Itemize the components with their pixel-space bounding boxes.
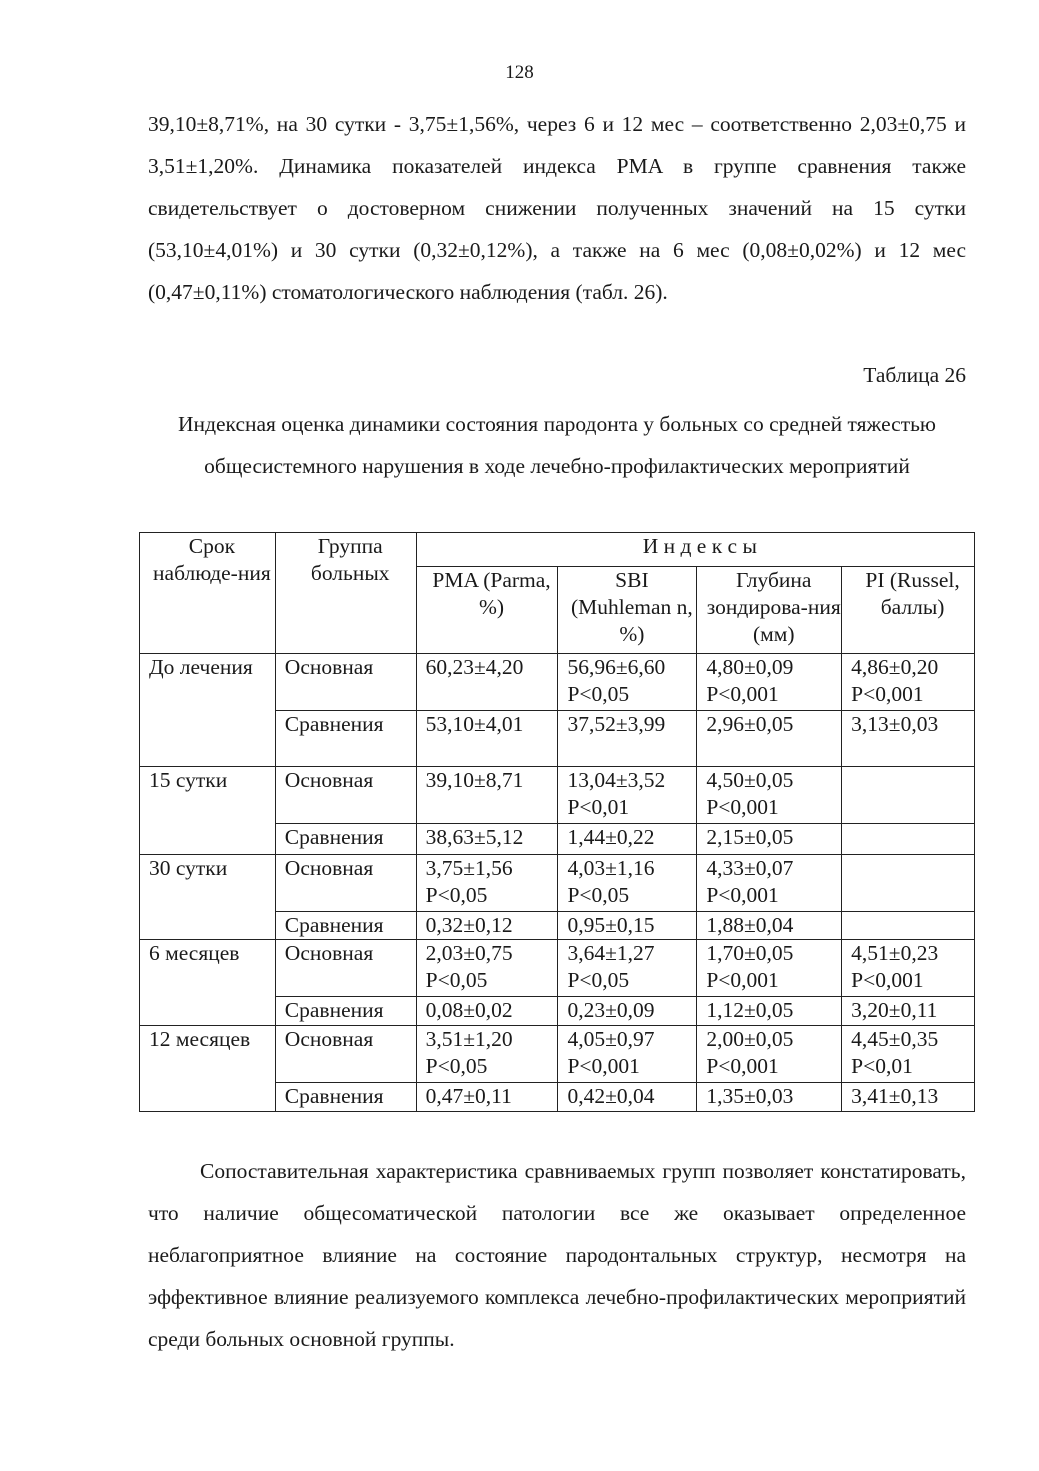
table-caption: Индексная оценка динамики состояния пародонта у больных со средней тяжестью общесистемного нарушения в ходе лечебно-профилактических мероприятий	[178, 412, 936, 478]
cell-depth: 4,33±0,07 P<0,001	[697, 855, 842, 912]
header-sbi: SBI (Muhleman n, %)	[558, 567, 697, 654]
cell-group: Основная	[275, 654, 416, 711]
cell-depth: 1,70±0,05 P<0,001	[697, 940, 842, 997]
cell-pi: 4,86±0,20 P<0,001	[842, 654, 975, 711]
cell-group: Сравнения	[275, 824, 416, 855]
cell-sbi: 0,95±0,15	[558, 912, 697, 940]
cell-pi	[842, 912, 975, 940]
cell-pma: 2,03±0,75 P<0,05	[416, 940, 558, 997]
cell-period: 6 месяцев	[140, 940, 276, 1026]
cell-period: 12 месяцев	[140, 1026, 276, 1112]
cell-period: 15 сутки	[140, 767, 276, 855]
cell-group: Основная	[275, 940, 416, 997]
cell-pma: 60,23±4,20	[416, 654, 558, 711]
cell-pi	[842, 855, 975, 912]
cell-group: Сравнения	[275, 1083, 416, 1112]
cell-pi: 4,51±0,23 P<0,001	[842, 940, 975, 997]
cell-group: Сравнения	[275, 711, 416, 767]
header-pi: PI (Russel, баллы)	[842, 567, 975, 654]
cell-sbi: 0,42±0,04	[558, 1083, 697, 1112]
cell-pma: 53,10±4,01	[416, 711, 558, 767]
header-group: Группа больных	[275, 533, 416, 654]
cell-depth: 1,35±0,03	[697, 1083, 842, 1112]
cell-pma: 3,51±1,20 P<0,05	[416, 1026, 558, 1083]
cell-sbi: 4,03±1,16 P<0,05	[558, 855, 697, 912]
table-row	[140, 940, 975, 997]
cell-sbi: 13,04±3,52 P<0,01	[558, 767, 697, 824]
cell-depth: 1,88±0,04	[697, 912, 842, 940]
cell-depth: 4,50±0,05 P<0,001	[697, 767, 842, 824]
paragraph-intro: 39,10±8,71%, на 30 сутки - 3,75±1,56%, через 6 и 12 мес – соответственно 2,03±0,75 и 3,51±1,20%. Динамика показателей индекса PMA в группе сравнения также свидетельствует о достоверном снижении полученных значений на 15 сутки (53,10±4,01%) и 30 сутки (0,32±0,12%), а также на 6 мес (0,08±0,02%) и 12 мес (0,47±0,11%) стоматологического наблюдения (табл. 26).	[148, 112, 966, 304]
cell-sbi: 0,23±0,09	[558, 997, 697, 1026]
cell-depth: 4,80±0,09 P<0,001	[697, 654, 842, 711]
page-number: 128	[505, 62, 534, 83]
paragraph-conclusion: Сопоставительная характеристика сравниваемых групп позволяет констатировать, что наличие общесоматической патологии все же оказывает определенное неблагоприятное влияние на состояние пародонтальных структур, несмотря на эффективное влияние реализуемого комплекса лечебно-профилактических мероприятий среди больных основной группы.	[148, 1159, 966, 1351]
header-depth: Глубина зондирова-ния (мм)	[697, 567, 842, 654]
cell-sbi: 37,52±3,99	[558, 711, 697, 767]
table-header-row	[140, 533, 975, 567]
table-row	[140, 767, 975, 824]
cell-pi	[842, 767, 975, 824]
table-label: Таблица 26	[863, 363, 966, 387]
periodontal-index-table	[139, 532, 975, 1112]
table-row	[140, 1026, 975, 1083]
cell-pi	[842, 824, 975, 855]
cell-sbi: 3,64±1,27 P<0,05	[558, 940, 697, 997]
cell-depth: 2,15±0,05	[697, 824, 842, 855]
cell-pma: 0,08±0,02	[416, 997, 558, 1026]
cell-group: Основная	[275, 855, 416, 912]
cell-sbi: 4,05±0,97 P<0,001	[558, 1026, 697, 1083]
cell-group: Основная	[275, 1026, 416, 1083]
cell-period: До лечения	[140, 654, 276, 767]
cell-sbi: 56,96±6,60 P<0,05	[558, 654, 697, 711]
cell-pi: 3,41±0,13	[842, 1083, 975, 1112]
cell-pma: 0,32±0,12	[416, 912, 558, 940]
cell-group: Сравнения	[275, 912, 416, 940]
cell-pi: 3,13±0,03	[842, 711, 975, 767]
table-row	[140, 855, 975, 912]
header-indices: И н д е к с ы	[416, 533, 974, 567]
cell-pi: 3,20±0,11	[842, 997, 975, 1026]
cell-group: Основная	[275, 767, 416, 824]
cell-pma: 3,75±1,56 P<0,05	[416, 855, 558, 912]
cell-depth: 2,96±0,05	[697, 711, 842, 767]
table-row	[140, 654, 975, 711]
header-period: Срок наблюде-ния	[140, 533, 276, 654]
table-body	[140, 533, 975, 1112]
cell-group: Сравнения	[275, 997, 416, 1026]
cell-depth: 2,00±0,05 P<0,001	[697, 1026, 842, 1083]
cell-pma: 39,10±8,71	[416, 767, 558, 824]
cell-period: 30 сутки	[140, 855, 276, 940]
cell-pi: 4,45±0,35 P<0,01	[842, 1026, 975, 1083]
cell-pma: 0,47±0,11	[416, 1083, 558, 1112]
header-pma: PMA (Parma, %)	[416, 567, 558, 654]
cell-pma: 38,63±5,12	[416, 824, 558, 855]
cell-depth: 1,12±0,05	[697, 997, 842, 1026]
cell-sbi: 1,44±0,22	[558, 824, 697, 855]
